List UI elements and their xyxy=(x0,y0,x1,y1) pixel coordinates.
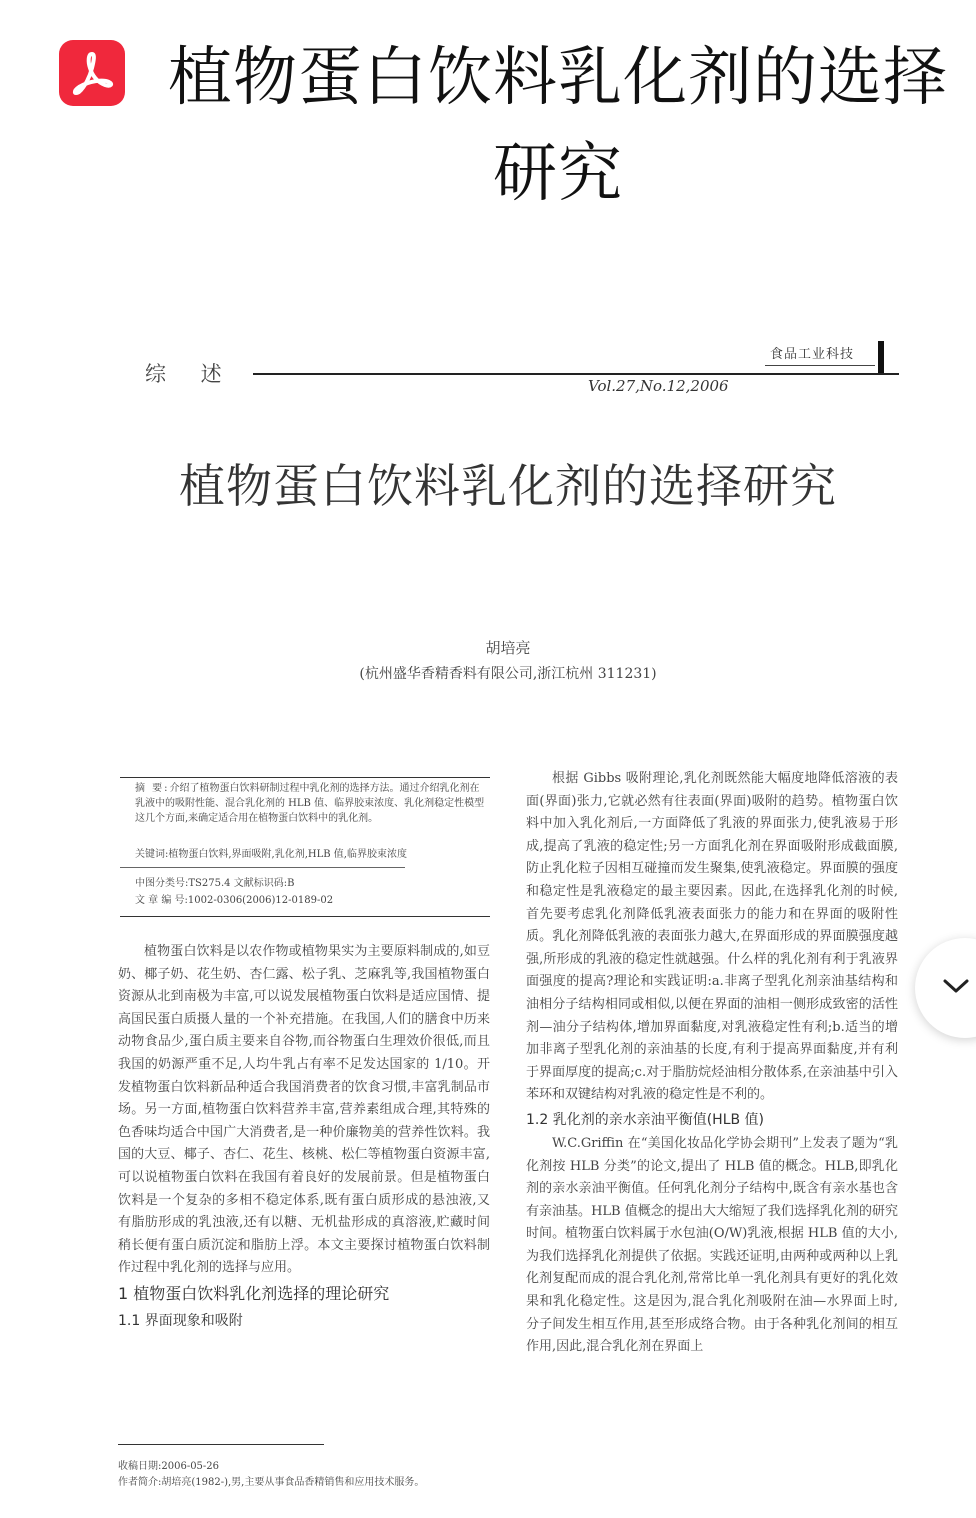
footnote-rule xyxy=(118,1444,324,1445)
footnote-author: 作者简介:胡培亮(1982-),男,主要从事食品香精销售和应用技术服务。 xyxy=(118,1477,425,1488)
abstract-mid-rule xyxy=(120,867,405,868)
intro-paragraph: 植物蛋白饮料是以农作物或植物果实为主要原料制成的,如豆奶、椰子奶、花生奶、杏仁露、松子乳、芝麻乳等,我国植物蛋白资源从北到南极为丰富,可以说发展植物蛋白饮料是适应国情、提高国民蛋白质摄人量的一个补充措施。在我国,人们的膳食中历来动物食品少,蛋白质主要来自谷物,而谷物蛋白生理效价很低,而且我国的奶源严重不足,人均牛乳占有率不足发达国家的 1/10。开发植物蛋白饮料新品种适合我国消费者的饮食习惯,丰富乳制品市场。另一方面,植物蛋白饮料营养丰富,营养素组成合理,其特殊的色香味均适合中国广大消费者,是一种价廉物美的营养性饮料。我国的大豆、椰子、杏仁、花生、核桃、松仁等植物蛋白资源丰富,可以说植物蛋白饮料在我国有着良好的发展前景。但是植物蛋白饮料是一个复杂的多相不稳定体系,既有蛋白质形成的悬浊液,又有脂肪形成的乳浊液,还有以糖、无机盐形成的真溶液,贮藏时间稍长便有蛋白质沉淀和脂肪上浮。本文主要探讨植物蛋白饮料制作过程中乳化剂的选择与应用。 xyxy=(118,944,490,1276)
journal-name: 食品工业科技 xyxy=(770,347,855,362)
footnote-received: 收稿日期:2006-05-26 xyxy=(118,1461,220,1472)
footnote xyxy=(118,1459,498,1491)
heading-1-2: 1.2 乳化剂的亲水亲油平衡值(HLB 值) xyxy=(526,1111,765,1128)
right-column xyxy=(526,768,898,1359)
keywords: 关键词:植物蛋白饮料,界面吸附,乳化剂,HLB 值,临界胶束浓度 xyxy=(135,849,407,860)
paragraph-hlb: W.C.Griffin 在“美国化妆品化学协会期刊”上发表了题为“乳化剂按 HLB 分类”的论文,提出了 HLB 值的概念。HLB,即乳化剂的亲水亲油平衡值。任何乳化剂分子结构中,既含有亲水基也含有亲油基。HLB 值概念的提出大大缩短了我们选择乳化剂的研究时间。植物蛋白饮料属于水包油(O/W)乳液,根据 HLB 值的大小,为我们选择乳化剂提供了依据。实践还证明,由两种或两种以上乳化剂复配而成的混合乳化剂,常常比单一乳化剂具有更好的乳化效果和乳化稳定性。这是因为,混合乳化剂吸附在油—水界面上时,分子间发生相互作用,甚至形成络合物。由于各种乳化剂间的相互作用,因此,混合乳化剂在界面上 xyxy=(526,1135,898,1355)
left-column xyxy=(118,941,490,1334)
document-title xyxy=(140,30,976,222)
pdf-icon xyxy=(59,40,125,106)
classification xyxy=(135,875,333,909)
section-label: 综 述 xyxy=(145,362,236,386)
classification-line1: 中图分类号:TS275.4 文献标识码:B xyxy=(135,878,295,889)
viewer-header xyxy=(0,0,976,230)
document-title-line1: 植物蛋白饮料乳化剂的选择 xyxy=(168,41,948,115)
abstract-bottom-rule xyxy=(120,916,490,917)
paragraph-gibbs: 根据 Gibbs 吸附理论,乳化剂既然能大幅度地降低溶液的表面(界面)张力,它就必然有往表面(界面)吸附的趋势。植物蛋白饮料中加入乳化剂后,一方面降低了乳液的界面张力,使乳液易于形成,提高了乳液的稳定性;另一方面乳化剂在界面吸附形成截面膜,防止乳化粒子因相互碰撞而发生聚集,使乳液稳定。界面膜的强度和稳定性是乳液稳定的最主要因素。因此,在选择乳化剂的时候,首先要考虑乳化剂降低乳液表面张力的能力和在界面的吸附性质。乳化剂降低乳液的表面张力越大,在界面形成的界面膜强度越强,所形成的乳液的稳定性就越强。什么样的乳化剂有利于乳液界面强度的提高?理论和实践证明:a.非离子型乳化剂亲油基结构和油相分子结构相同或相似,以便在界面的油相一侧形成致密的活性剂—油分子结构体,增加界面黏度,对乳液稳定性有利;b.适当的增加非离子型乳化剂的亲油基的长度,有利于提高界面黏度,并有利于界面厚度的提高;c.对于脂肪烷烃油相分散体系,在亲油基中引入苯环和双键结构对乳液的稳定性是不利的。 xyxy=(526,771,898,1103)
journal-underline xyxy=(765,365,875,366)
classification-line2: 文 章 编 号:1002-0306(2006)12-0189-02 xyxy=(135,895,334,906)
article-affiliation: (杭州盛华香精香料有限公司,浙江杭州 311231) xyxy=(359,666,657,682)
document-title-line2: 研究 xyxy=(493,137,623,211)
chevron-down-icon xyxy=(942,978,970,996)
volume-info: Vol.27,No.12,2006 xyxy=(588,377,729,395)
heading-1-1: 1.1 界面现象和吸附 xyxy=(118,1312,243,1329)
pdf-page xyxy=(0,235,976,1518)
journal-bar xyxy=(878,341,884,373)
abstract-text: 介绍了植物蛋白饮料研制过程中乳化剂的选择方法。通过介绍乳化剂在乳液中的吸附性能、混合乳化剂的 HLB 值、临界胶束浓度、乳化剂稳定性模型这几个方面,来确定适合用在植物蛋白饮料中的乳化剂。 xyxy=(135,783,485,824)
article-author: 胡培亮 xyxy=(485,639,531,657)
abstract xyxy=(135,781,487,826)
header-rule xyxy=(253,373,899,375)
article-title: 植物蛋白饮料乳化剂的选择研究 xyxy=(179,459,837,513)
abstract-top-rule xyxy=(120,777,490,778)
heading-1: 1 植物蛋白饮料乳化剂选择的理论研究 xyxy=(118,1283,390,1303)
abstract-label: 摘 要: xyxy=(135,783,170,794)
